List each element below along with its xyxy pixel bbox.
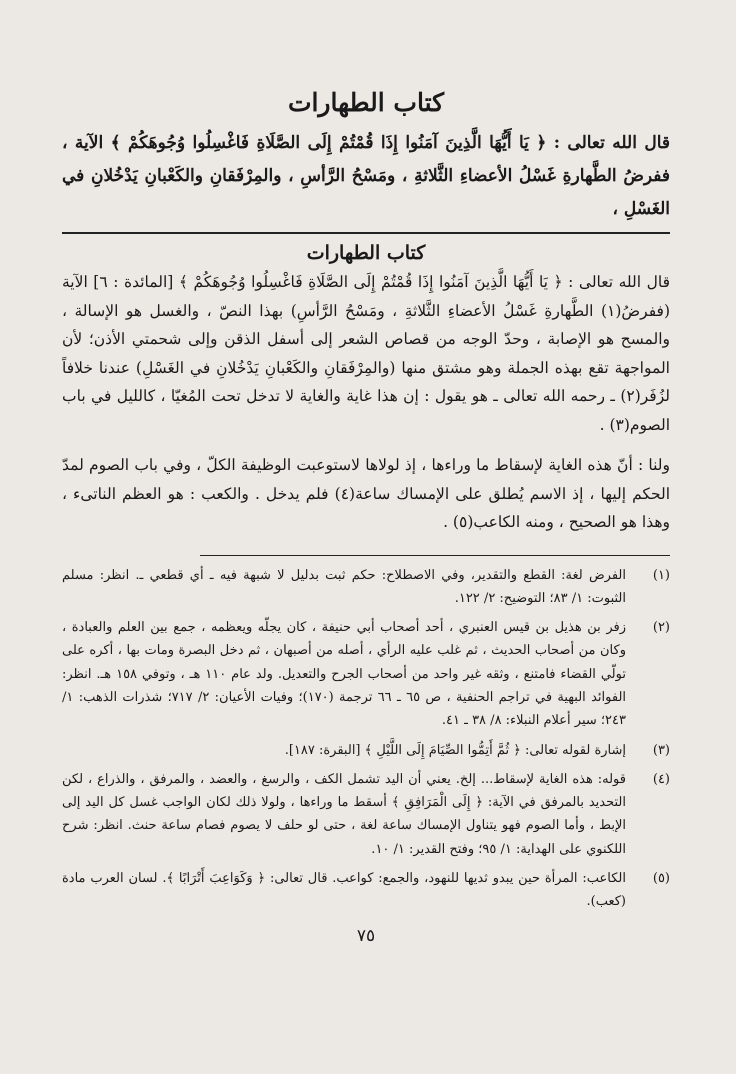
bleed-through-text — [60, 62, 706, 86]
footnote-number: (٥) — [652, 871, 670, 887]
footnote-text: الكاعب: المرأة حين يبدو ثديها للنهود، والجمع: كواعب. قال تعالى: ﴿ وَكَوَاعِبَ أَتْرَابًا ﴾. لسان العرب مادة (كعب). — [62, 871, 626, 910]
footnote-number: (٤) — [652, 771, 670, 787]
footnote — [62, 739, 670, 762]
footnote — [62, 564, 670, 611]
section-divider — [62, 232, 670, 234]
footnote-number: (٢) — [652, 620, 670, 636]
commentary-paragraph-2: ولنا : أنّ هذه الغاية لإسقاط ما وراءها ، إذ لولاها لاستوعبت الوظيفة الكلّ ، وفي باب الصوم لمدّ الحكم إليها ، إذ الاسم يُطلق على الإمساك ساعة(٤) فلم يدخل . والكعب : هو العظم الناتىء ، وهذا هو الصحيح ، ومنه الكاعب(٥) . — [62, 456, 670, 531]
footnote — [62, 616, 670, 732]
page-number: ٧٥ — [356, 925, 376, 946]
commentary-title: كتاب الطهارات — [306, 242, 426, 264]
footnote-text: الفرض لغة: القطع والتقدير، وفي الاصطلاح: حكم ثبت بدليل لا شبهة فيه ـ أي قطعي ـ. انظر: مسلم الثبوت: ١/ ٨٣؛ التوضيح: ٢/ ١٢٢. — [62, 567, 626, 606]
footnote-number: (٣) — [652, 742, 670, 758]
footnotes — [62, 564, 670, 914]
footnote — [62, 867, 670, 914]
matn-text: قال الله تعالى : ﴿ يَا أَيُّهَا الَّذِينَ آمَنُوا إِذَا قُمْتُمْ إِلَى الصَّلَاةِ فَاغْسِلُوا وُجُوهَكُمْ ﴾ الآية ، ففرضُ الطَّهارةِ غَسْلُ الأعضاءِ الثَّلاثةِ ، ومَسْحُ الرَّأسِ ، والمِرْفَقانِ والكَعْبانِ يَدْخُلانِ في الغَسْلِ ، — [62, 133, 671, 219]
footnote-separator — [200, 555, 670, 556]
footnote-text: زفر بن هذيل بن قيس العنبري ، أحد أصحاب أبي حنيفة ، كان يجلّه ويعظمه ، جمع بين العلم والعبادة ، وكان من أصحاب الحديث ، ثم غلب عليه الرأي ، أصله من أصبهان ، ثم دخل البصرة ومات بها ، أكره على تولّي القضاء فامتنع ، وثقه غير واحد من أصحاب الجرح والتعديل. ولد عام ١١٠ هـ ، وتوفي ١٥٨ هـ. انظر: الفوائد البهية في تراجم الحنفية ، ص ٦٥ ـ ٦٦ ترجمة (١٧٠)؛ وفيات الأعيان: ٢/ ٧١٧؛ شذرات الذهب: ١/ ٢٤٣؛ سير أعلام النبلاء: ٨/ ٣٨ ـ ٤١. — [62, 620, 627, 729]
footnote-text: قوله: هذه الغاية لإسقاط... إلخ. يعني أن اليد تشمل الكف ، والرسغ ، والعضد ، والمرفق ، والذراع ، لكن التحديد بالمرفق في الآية: ﴿ إِلَى الْمَرَافِقِ ﴾ أسقط ما وراءها ، ولولا ذلك لكان الواجب غسل كل اليد إلى الإبط ، وأما الصوم فهو يتناول الإمساك ساعة لغة ، حتى لو حلف لا يصوم فصام ساعة حنث. انظر: شرح اللكنوي على الهداية: ١/ ٩٥؛ وفتح القدير: ١/ ١٠. — [62, 771, 626, 857]
footnote — [62, 768, 670, 861]
footnote-number: (١) — [652, 567, 670, 583]
commentary-paragraph-1: قال الله تعالى : ﴿ يَا أَيُّهَا الَّذِينَ آمَنُوا إِذَا قُمْتُمْ إِلَى الصَّلَاةِ فَاغْسِلُوا وُجُوهَكُمْ ﴾ [المائدة : ٦] الآية (ففرضُ(١) الطَّهارةِ غَسْلُ الأعضاءِ الثَّلاثةِ ، ومَسْحُ الرَّأسِ) بهذا النصّ ، والغسل هو الإسالة ، والمسح هو الإصابة ، وحدّ الوجه من قصاص الشعر إلى أسفل الذقن وإلى شحمتي الأذن؛ لأن المواجهة تقع بهذه الجملة وهو مشتق منها (والمِرْفَقانِ والكَعْبانِ يَدْخُلانِ في الغَسْلِ) عندنا خلافاً لزُفَر(٢) ـ رحمه الله تعالى ـ هو يقول : إن هذا غاية والغاية لا تدخل تحت المُغيّا ، كالليل في باب الصوم(٣) . — [62, 273, 670, 434]
matn-title: كتاب الطهارات — [287, 88, 445, 117]
footnote-text: إشارة لقوله تعالى: ﴿ ثُمَّ أَتِمُّوا الصِّيَامَ إِلَى اللَّيْلِ ﴾ [البقرة: ١٨٧]. — [284, 742, 626, 758]
